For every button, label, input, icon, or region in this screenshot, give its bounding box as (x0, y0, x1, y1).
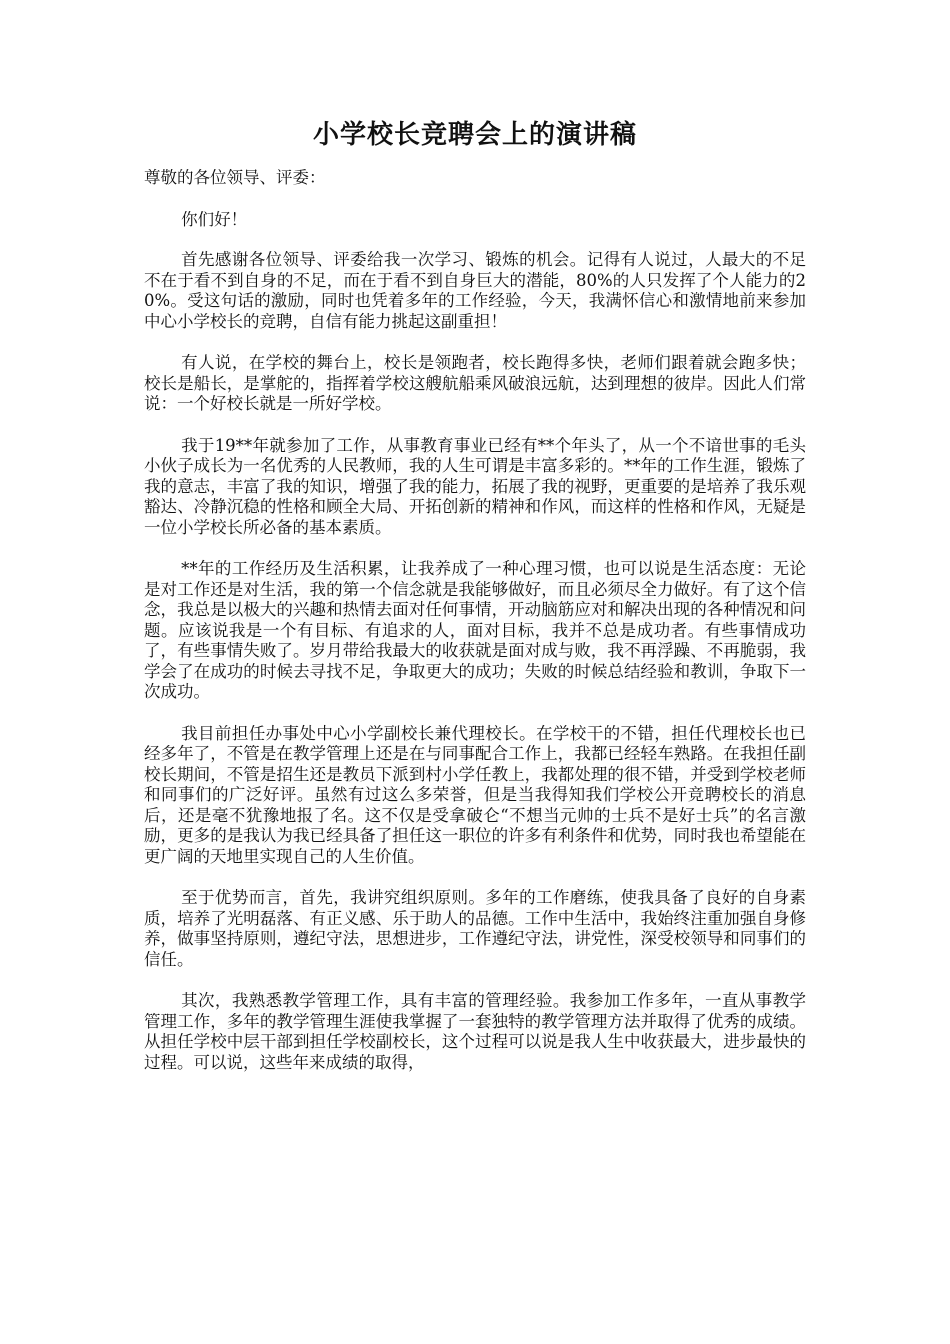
paragraph: 我目前担任办事处中心小学副校长兼代理校长。在学校干的不错，担任代理校长也已经多年了，不管是在教学管理上还是在与同事配合工作上，我都已经轻车熟路。在我担任副校长期间，不管是招生还是教员下派到村小学任教上，我都处理的很不错，并受到学校老师和同事们的广泛好评。虽然有过这么多荣誉，但是当我得知我们学校公开竞聘校长的消息后，还是毫不犹豫地报了名。这不仅是受拿破仑“不想当元帅的士兵不是好士兵”的名言激励，更多的是我认为我已经具备了担任这一职位的许多有利条件和优势，同时我也希望能在更广阔的天地里实现自己的人生价值。 (144, 723, 806, 866)
paragraph: 其次，我熟悉教学管理工作，具有丰富的管理经验。我参加工作多年，一直从事教学管理工作，多年的教学管理生涯使我掌握了一套独特的教学管理方法并取得了优秀的成绩。从担任学校中层干部到担任学校副校长，这个过程可以说是我人生中收获最大，进步最快的过程。可以说，这些年来成绩的取得， (144, 991, 806, 1072)
document-title: 小学校长竞聘会上的演讲稿 (312, 120, 637, 150)
document-body (144, 168, 806, 1094)
paragraph: **年的工作经历及生活积累，让我养成了一种心理习惯，也可以说是生活态度：无论是对工作还是对生活，我的第一个信念就是我能够做好，而且必须尽全力做好。有了这个信念，我总是以极大的兴趣和热情去面对任何事情，开动脑筋应对和解决出现的各种情况和问题。应该说我是一个有目标、有追求的人，面对目标，我并不总是成功者。有些事情成功了，有些事情失败了。岁月带给我最大的收获就是面对成与败，我不再浮躁、不再脆弱，我学会了在成功的时候去寻找不足，争取更大的成功；失败的时候总结经验和教训，争取下一次成功。 (144, 559, 806, 701)
paragraph: 有人说，在学校的舞台上，校长是领跑者，校长跑得多快，老师们跟着就会跑多快；校长是船长，是掌舵的，指挥着学校这艘航船乘风破浪远航，达到理想的彼岸。因此人们常说：一个好校长就是一所好学校。 (144, 353, 806, 413)
paragraph: 我于19**年就参加了工作，从事教育事业已经有**个年头了，从一个不谙世事的毛头小伙子成长为一名优秀的人民教师，我的人生可谓是丰富多彩的。**年的工作生涯，锻炼了我的意志，丰富了我的知识，增强了我的能力，拓展了我的视野，更重要的是培养了我乐观豁达、冷静沉稳的性格和顾全大局、开拓创新的精神和作风，而这样的性格和作风，无疑是一位小学校长所必备的基本素质。 (144, 435, 806, 537)
salutation: 尊敬的各位领导、评委： (144, 168, 326, 187)
greeting: 你们好！ (181, 209, 248, 229)
paragraph: 首先感谢各位领导、评委给我一次学习、锻炼的机会。记得有人说过，人最大的不足不在于看不到自身的不足，而在于看不到自身巨大的潜能，80%的人只发挥了个人能力的20%。受这句话的激励，同时也凭着多年的工作经验，今天，我满怀信心和激情地前来参加中心小学校长的竞聘，自信有能力挑起这副重担！ (144, 250, 806, 331)
paragraph: 至于优势而言，首先，我讲究组织原则。多年的工作磨练，使我具备了良好的自身素质，培养了光明磊落、有正义感、乐于助人的品德。工作中生活中，我始终注重加强自身修养，做事坚持原则，遵纪守法，思想进步，工作遵纪守法，讲党性，深受校领导和同事们的信任。 (144, 888, 806, 969)
